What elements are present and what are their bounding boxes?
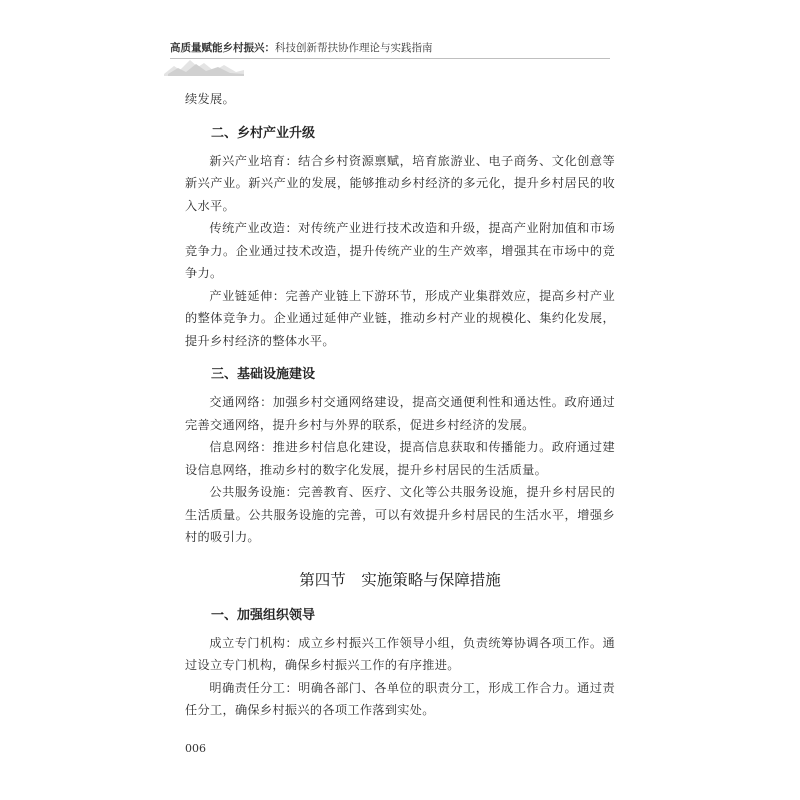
paragraph: 明确责任分工：明确各部门、各单位的职责分工，形成工作合力。通过责任分工，确保乡村振兴的各项工作落到实处。 — [185, 680, 615, 717]
paragraph: 产业链延伸：完善产业链上下游环节，形成产业集群效应，提高乡村产业的整体竞争力。企业通过延伸产业链，推动乡村产业的规模化、集约化发展，提升乡村经济的整体水平。 — [185, 288, 615, 348]
paragraph: 交通网络：加强乡村交通网络建设，提高交通便利性和通达性。政府通过完善交通网络，提升乡村与外界的联系，促进乡村经济的发展。 — [185, 395, 615, 432]
paragraph: 传统产业改造：对传统产业进行技术改造和升级，提高产业附加值和市场竞争力。企业通过技术改造，提升传统产业的生产效率，增强其在市场中的竞争力。 — [185, 221, 615, 280]
header-book-title: 高质量赋能乡村振兴： — [170, 42, 275, 54]
paragraph: 新兴产业培育：结合乡村资源禀赋，培育旅游业、电子商务、文化创意等新兴产业。新兴产业的发展，能够推动乡村经济的多元化，提升乡村居民的收入水平。 — [185, 153, 615, 213]
section-heading-organization: 一、加强组织领导 — [211, 607, 316, 623]
running-header — [170, 40, 630, 76]
section-heading-industry: 二、乡村产业升级 — [211, 125, 316, 141]
continuation-text: 续发展。 — [185, 92, 235, 106]
mountain-decoration-icon — [164, 54, 244, 76]
section-heading-infrastructure: 三、基础设施建设 — [211, 367, 316, 382]
page-content — [185, 88, 615, 722]
header-title — [170, 40, 433, 55]
paragraph: 成立专门机构：成立乡村振兴工作领导小组，负责统筹协调各项工作。通过设立专门机构，确保乡村振兴工作的有序推进。 — [185, 635, 615, 672]
paragraph: 公共服务设施：完善教育、医疗、文化等公共服务设施，提升乡村居民的生活质量。公共服务设施的完善，可以有效提升乡村居民的生活水平，增强乡村的吸引力。 — [185, 485, 615, 544]
paragraph: 信息网络：推进乡村信息化建设，提高信息获取和传播能力。政府通过建设信息网络，推动乡村的数字化发展，提升乡村居民的生活质量。 — [185, 440, 615, 477]
header-subtitle: 科技创新帮扶协作理论与实践指南 — [275, 42, 433, 54]
section-title: 第四节 实施策略与保障措施 — [299, 570, 501, 589]
page-number: 006 — [185, 742, 206, 755]
